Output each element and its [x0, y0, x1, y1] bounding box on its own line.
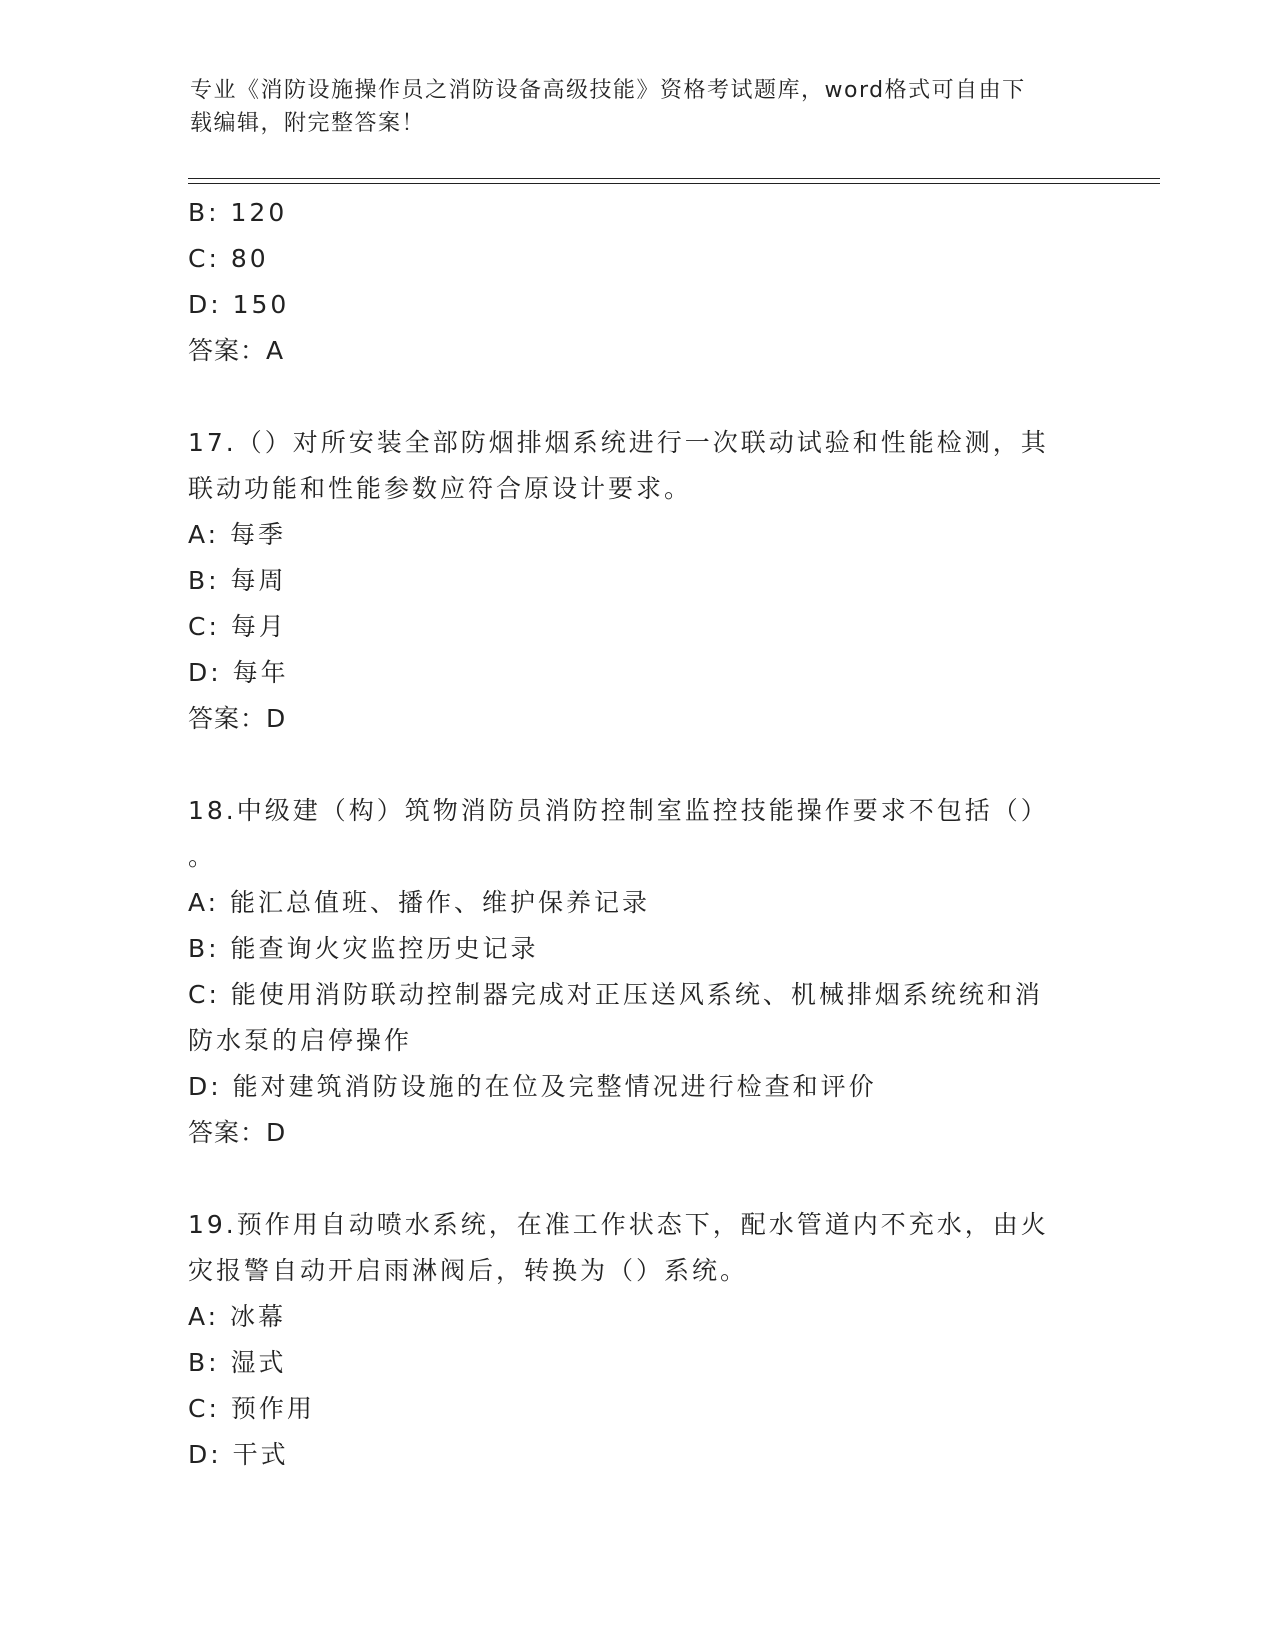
q17-option-d: D: 每年 — [188, 658, 289, 687]
q18-answer: 答案：D — [188, 1118, 287, 1147]
question-18 — [188, 788, 1088, 1156]
q18-option-c-line-2: 防水泵的启停操作 — [188, 1026, 413, 1055]
question-16-tail — [188, 190, 1088, 374]
q16-option-b: B: 120 — [188, 198, 288, 227]
q17-option-b: B: 每周 — [188, 566, 287, 595]
header-rule-top — [188, 178, 1160, 179]
q19-stem-line-1: 19.预作用自动喷水系统，在准工作状态下，配水管道内不充水，由火 — [188, 1210, 1049, 1239]
q19-stem-line-2: 灾报警自动开启雨淋阀后，转换为（）系统。 — [188, 1256, 749, 1285]
q18-stem-line-1: 18.中级建（构）筑物消防员消防控制室监控技能操作要求不包括（） — [188, 796, 1049, 825]
q19-option-a: A: 冰幕 — [188, 1302, 287, 1331]
header-line-2: 载编辑，附完整答案！ — [190, 111, 426, 136]
q16-option-c: C: 80 — [188, 244, 269, 273]
q16-option-d: D: 150 — [188, 290, 290, 319]
q17-stem-line-1: 17.（）对所安装全部防烟排烟系统进行一次联动试验和性能检测，其 — [188, 428, 1049, 457]
question-17 — [188, 420, 1088, 742]
header-line-1: 专业《消防设施操作员之消防设备高级技能》资格考试题库，word格式可自由下 — [190, 78, 1026, 103]
spacer — [188, 1156, 1088, 1202]
document-header — [190, 74, 1080, 140]
q17-option-a: A: 每季 — [188, 520, 287, 549]
q17-answer: 答案：D — [188, 704, 287, 733]
question-19 — [188, 1202, 1088, 1478]
question-content — [188, 190, 1088, 1478]
q18-option-c-line-1: C: 能使用消防联动控制器完成对正压送风系统、机械排烟系统统和消 — [188, 980, 1043, 1009]
q17-stem-line-2: 联动功能和性能参数应符合原设计要求。 — [188, 474, 693, 503]
q19-option-c: C: 预作用 — [188, 1394, 315, 1423]
q18-option-b: B: 能查询火灾监控历史记录 — [188, 934, 539, 963]
q18-stem-line-2: 。 — [188, 842, 217, 871]
spacer — [188, 374, 1088, 420]
spacer — [188, 742, 1088, 788]
q16-answer: 答案：A — [188, 336, 285, 365]
q17-option-c: C: 每月 — [188, 612, 287, 641]
q18-option-d: D: 能对建筑消防设施的在位及完整情况进行检查和评价 — [188, 1072, 877, 1101]
header-rule-bottom — [188, 183, 1160, 184]
q19-option-d: D: 干式 — [188, 1440, 289, 1469]
q19-option-b: B: 湿式 — [188, 1348, 287, 1377]
q18-option-a: A: 能汇总值班、播作、维护保养记录 — [188, 888, 651, 917]
